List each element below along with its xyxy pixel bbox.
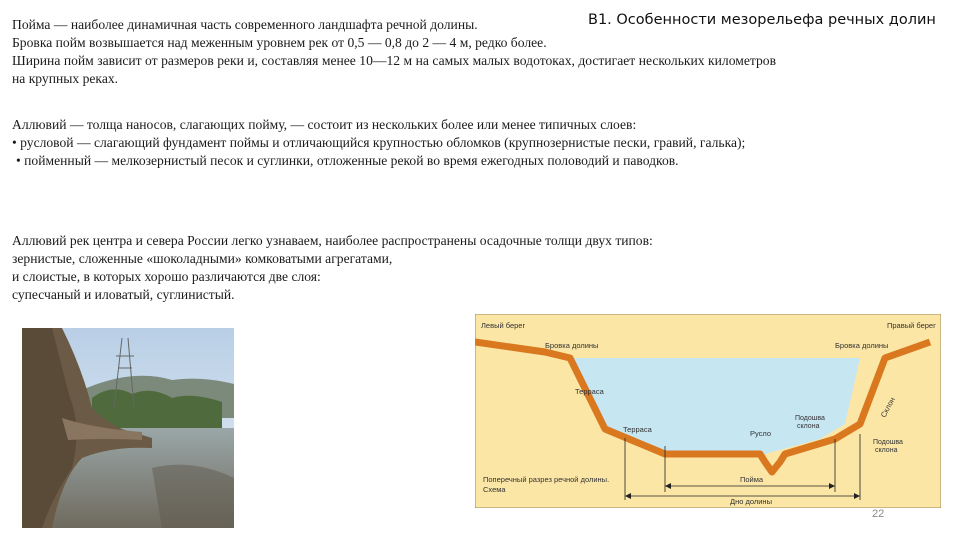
slide-title: В1. Особенности мезорельефа речных долин bbox=[588, 12, 936, 28]
label-terrace-upper: Терраса bbox=[575, 387, 604, 396]
alluvium-types-intro: Аллювий рек центра и севера России легко узнаваем, наиболее распространены осадочные толщи двух типов: bbox=[12, 233, 653, 248]
alluvium-floodplain-layer: • пойменный — мелкозернистый песок и суглинки, отложенные рекой во время ежегодных половодий и паводков. bbox=[16, 153, 679, 168]
label-terrace-lower: Терраса bbox=[623, 425, 652, 434]
label-valley-bottom: Дно долины bbox=[730, 497, 772, 506]
alluvium-type-granular: зернистые, сложенные «шоколадными» комковатыми агрегатами, bbox=[12, 251, 393, 266]
label-slope: Склон bbox=[878, 395, 897, 419]
label-slope-foot-upper-2: склона bbox=[797, 423, 820, 430]
alluvium-layers: супесчаный и иловатый, суглинистый. bbox=[12, 287, 235, 302]
label-brow-right: Бровка долины bbox=[835, 341, 889, 350]
floodplain-width: Ширина пойм зависит от размеров реки и, составляя менее 10—12 м на самых малых водотоках, достигает нескольких километров на крупных реках. bbox=[12, 53, 776, 86]
label-channel: Русло bbox=[750, 429, 772, 438]
paragraph-alluvium-types bbox=[12, 232, 776, 304]
label-slope-foot-lower-2: склона bbox=[875, 447, 898, 454]
page-number: 22 bbox=[872, 508, 885, 520]
floodplain-brow-height: Бровка пойм возвышается над меженным уровнем рек от 0,5 — 0,8 до 2 — 4 м, редко более. bbox=[12, 35, 547, 50]
floodplain-definition: Пойма — наиболее динамичная часть современного ландшафта речной долины. bbox=[12, 17, 478, 32]
alluvium-channel-layer: • русловой — слагающий фундамент поймы и отличающийся крупностью обломков (крупнозернистые пески, гравий, галька); bbox=[12, 135, 746, 150]
paragraph-alluvium bbox=[12, 116, 776, 170]
alluvium-type-layered: и слоистые, в которых хорошо различаются две слоя: bbox=[12, 269, 321, 284]
label-left-bank: Левый берег bbox=[481, 321, 526, 330]
caption-line-2: Схема bbox=[483, 485, 506, 494]
label-floodplain: Пойма bbox=[740, 475, 764, 484]
paragraph-floodplain bbox=[12, 16, 776, 88]
caption-line-1: Поперечный разрез речной долины. bbox=[483, 475, 610, 484]
label-slope-foot-lower-1: Подошва bbox=[873, 439, 903, 446]
river-bank-photo bbox=[22, 328, 234, 528]
label-right-bank: Правый берег bbox=[887, 321, 936, 330]
alluvium-definition: Аллювий — толща наносов, слагающих пойму, — состоит из нескольких более или менее типичных слоев: bbox=[12, 117, 637, 132]
label-brow-left: Бровка долины bbox=[545, 341, 599, 350]
river-valley-cross-section bbox=[475, 314, 941, 508]
label-slope-foot-upper-1: Подошва bbox=[795, 415, 825, 422]
